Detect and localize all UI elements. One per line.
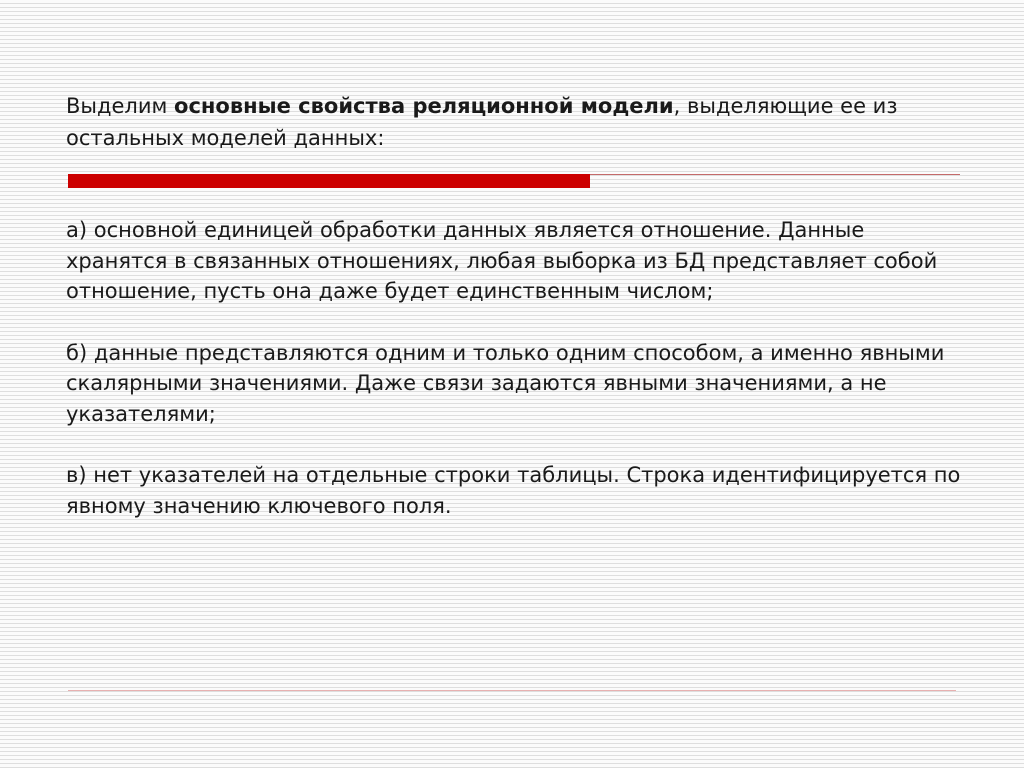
footer-divider (68, 690, 956, 691)
heading-bold: основные свойства реляционной модели (174, 94, 674, 118)
slide-body (66, 215, 966, 552)
accent-divider-line (590, 174, 960, 175)
paragraph-c: в) нет указателей на отдельные строки таблицы. Строка идентифицируется по явному значению ключевого поля. (66, 463, 961, 518)
paragraph-a: а) основной единицей обработки данных является отношение. Данные хранятся в связанных отношениях, любая выборка из БД представляет собой отношение, пусть она даже будет единственным числом; (66, 218, 938, 303)
slide-heading (66, 90, 966, 154)
paragraph-b: б) данные представляются одним и только одним способом, а именно явными скалярными значениями. Даже связи задаются явными значениями, а не указателями; (66, 340, 945, 426)
heading-suffix: , выделяющие ее из остальных моделей данных: (66, 94, 898, 150)
heading-prefix: Выделим (66, 94, 175, 118)
accent-divider-bar (68, 174, 590, 188)
accent-divider (68, 174, 960, 188)
